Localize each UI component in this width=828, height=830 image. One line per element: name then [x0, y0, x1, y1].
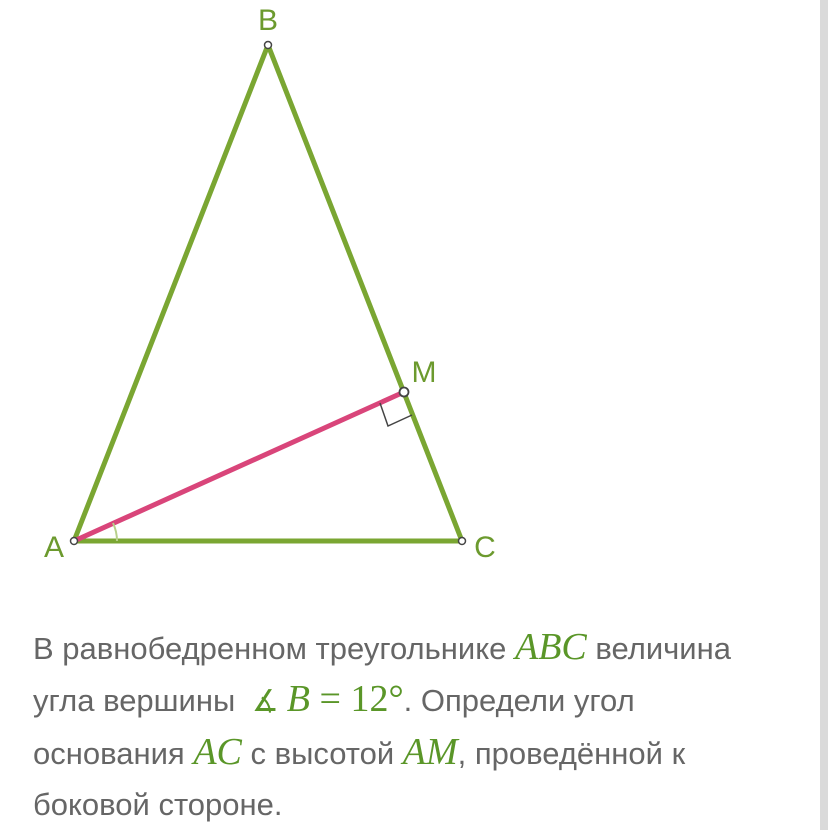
base-angle-arc	[113, 523, 117, 541]
triangle-name: ABC	[515, 626, 587, 668]
altitude-name: AM	[402, 731, 458, 773]
side-bc	[268, 45, 462, 541]
point-m	[400, 388, 409, 397]
angle-value: 12°	[350, 678, 404, 720]
label-c: C	[474, 531, 496, 564]
angle-equals: =	[310, 678, 351, 720]
base-name: AC	[193, 731, 242, 773]
point-b	[265, 42, 272, 49]
point-c	[459, 538, 466, 545]
problem-text	[33, 622, 793, 830]
problem-text-part-1: В равнобедренном треугольнике	[33, 631, 515, 666]
point-a	[71, 538, 78, 545]
angle-symbol: ∡	[251, 684, 279, 719]
label-b: B	[257, 4, 279, 37]
angle-vertex: B	[286, 678, 310, 720]
label-m: M	[411, 356, 437, 389]
label-a: A	[43, 531, 65, 564]
problem-text-part-3: . Определи угол основания	[33, 683, 635, 771]
problem-text-part-5: , проведённой к боковой стороне.	[33, 736, 686, 822]
problem-text-part-2: величина угла вершины	[33, 631, 731, 718]
problem-text-part-4: с высотой	[241, 736, 403, 771]
